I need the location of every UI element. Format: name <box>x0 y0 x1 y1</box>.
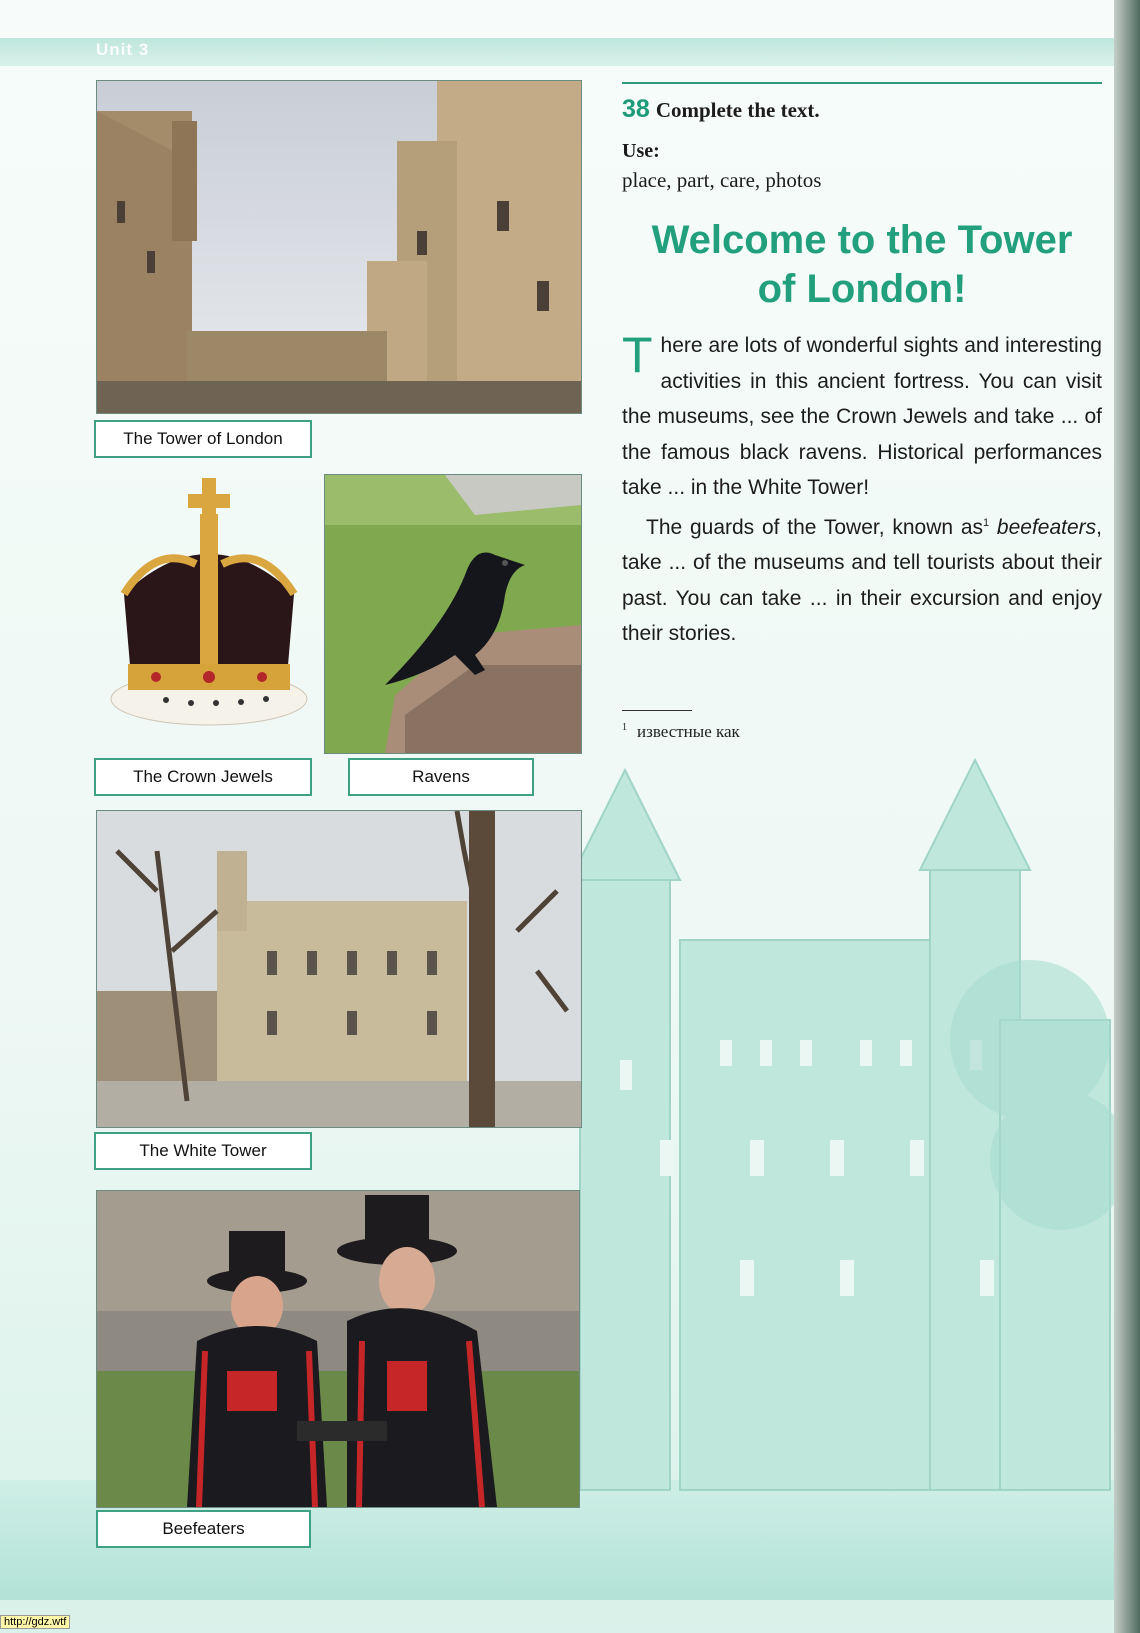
footnote-text: известные как <box>637 722 740 741</box>
use-label: Use: <box>622 140 660 162</box>
crown-jewels-photo <box>96 474 322 752</box>
article-title <box>622 216 1102 314</box>
beefeaters-photo <box>96 1190 580 1508</box>
caption-tower-of-london: The Tower of London <box>94 420 312 458</box>
exercise-rule <box>622 82 1102 84</box>
exercise-instruction: Complete the text. <box>655 98 820 122</box>
watermark-link[interactable]: http://gdz.wtf <box>0 1615 70 1629</box>
term-beefeaters: beefeaters <box>989 515 1097 539</box>
tower-of-london-photo <box>96 80 582 414</box>
caption-white-tower: The White Tower <box>94 1132 312 1170</box>
caption-ravens: Ravens <box>348 758 534 796</box>
article-body <box>622 328 1102 652</box>
ravens-photo <box>324 474 582 754</box>
caption-crown-jewels: The Crown Jewels <box>94 758 312 796</box>
use-word-list: place, part, care, photos <box>622 168 822 192</box>
drop-cap: T <box>622 327 653 383</box>
page-binding-edge <box>1114 0 1140 1633</box>
article-title-line2: of London! <box>757 267 967 311</box>
footnote <box>622 722 740 742</box>
castle-illustration <box>560 740 1120 1500</box>
exercise-heading <box>622 95 820 124</box>
article-paragraph-1 <box>622 328 1102 506</box>
footnote-number: 1 <box>622 722 627 734</box>
article-title-line1: Welcome to the Tower <box>651 218 1073 262</box>
footnote-rule <box>622 710 692 711</box>
exercise-number: 38 <box>622 95 650 123</box>
paragraph-2-start: The guards of the Tower, known as <box>646 515 983 539</box>
caption-beefeaters: Beefeaters <box>96 1510 311 1548</box>
footnote-mark: 1 <box>983 516 990 529</box>
paragraph-1-text: here are lots of wonderful sights and interesting activities in this ancient fortress. You can visit the museums, see the Crown Jewels and take ... of the famous black ravens. Historical performances take ... in the White Tower! <box>622 334 1102 499</box>
paragraph-2-end: , take ... of the museums and tell tourists about their past. You can take ... in their excursion and enjoy their stories. <box>622 515 1102 645</box>
white-tower-photo <box>96 810 582 1128</box>
unit-label: Unit 3 <box>96 40 150 59</box>
top-header-band <box>0 38 1140 66</box>
article-paragraph-2 <box>622 506 1102 652</box>
